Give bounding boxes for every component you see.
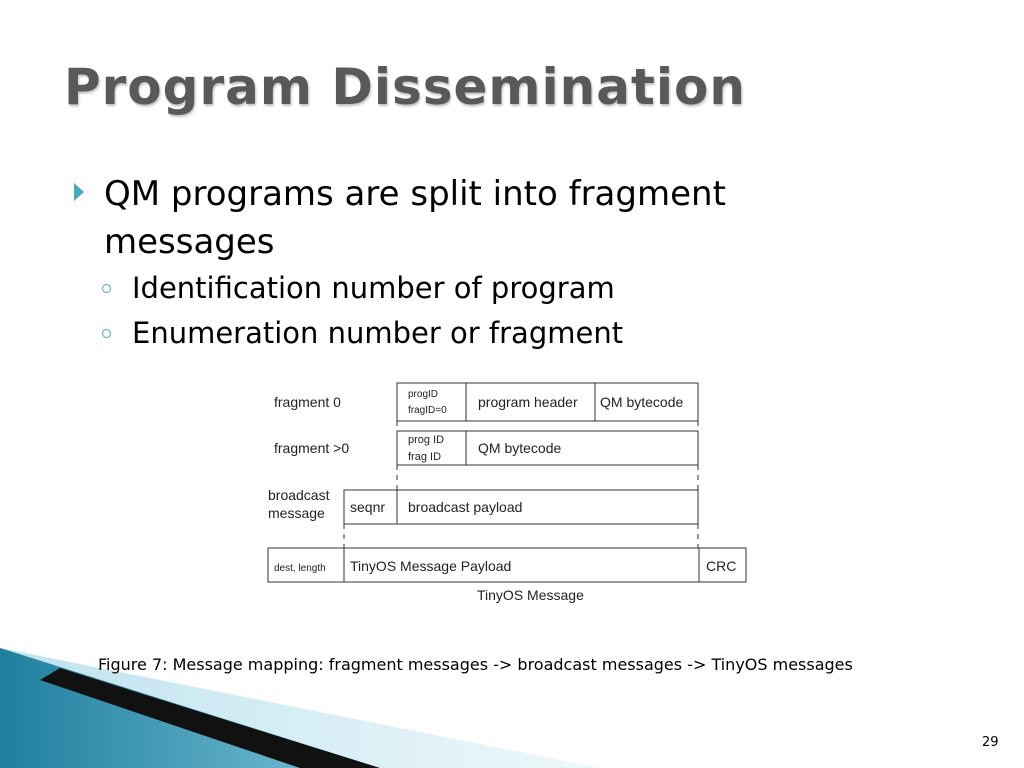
frag-id-cell: frag ID	[408, 451, 442, 463]
program-header-cell: program header	[478, 394, 578, 410]
broadcast-label: message	[268, 505, 325, 521]
prog-id-cell: prog ID	[408, 434, 445, 446]
qm-bytecode-cell: QM bytecode	[600, 394, 684, 410]
tinyos-message-label: TinyOS Message	[477, 587, 584, 603]
seqnr-cell: seqnr	[350, 499, 386, 515]
sub-bullet-text: Identification number of program	[132, 271, 615, 305]
triangle-bullet-icon	[74, 183, 84, 201]
circle-bullet-icon	[102, 329, 111, 338]
slide-title: Program Dissemination	[64, 58, 746, 116]
circle-bullet-icon	[102, 284, 111, 293]
page-number: 29	[982, 735, 999, 750]
broadcast-payload-cell: broadcast payload	[408, 499, 523, 515]
progid-cell: progID	[408, 389, 439, 400]
fragment0-label: fragment 0	[274, 394, 341, 410]
figure-caption: Figure 7: Message mapping: fragment messages -> broadcast messages -> TinyOS messages	[98, 655, 853, 674]
broadcast-label: broadcast	[268, 487, 330, 503]
fragid-cell: fragID=0	[408, 405, 447, 416]
qm-bytecode-cell: QM bytecode	[478, 440, 562, 456]
fragmentN-label: fragment >0	[274, 440, 350, 456]
tinyos-payload-cell: TinyOS Message Payload	[350, 558, 512, 574]
main-bullet-text: QM programs are split into fragment messages	[104, 174, 726, 262]
sub-bullet-text: Enumeration number or fragment	[132, 316, 624, 350]
crc-cell: CRC	[706, 558, 737, 574]
dest-length-cell: dest, length	[274, 563, 326, 574]
